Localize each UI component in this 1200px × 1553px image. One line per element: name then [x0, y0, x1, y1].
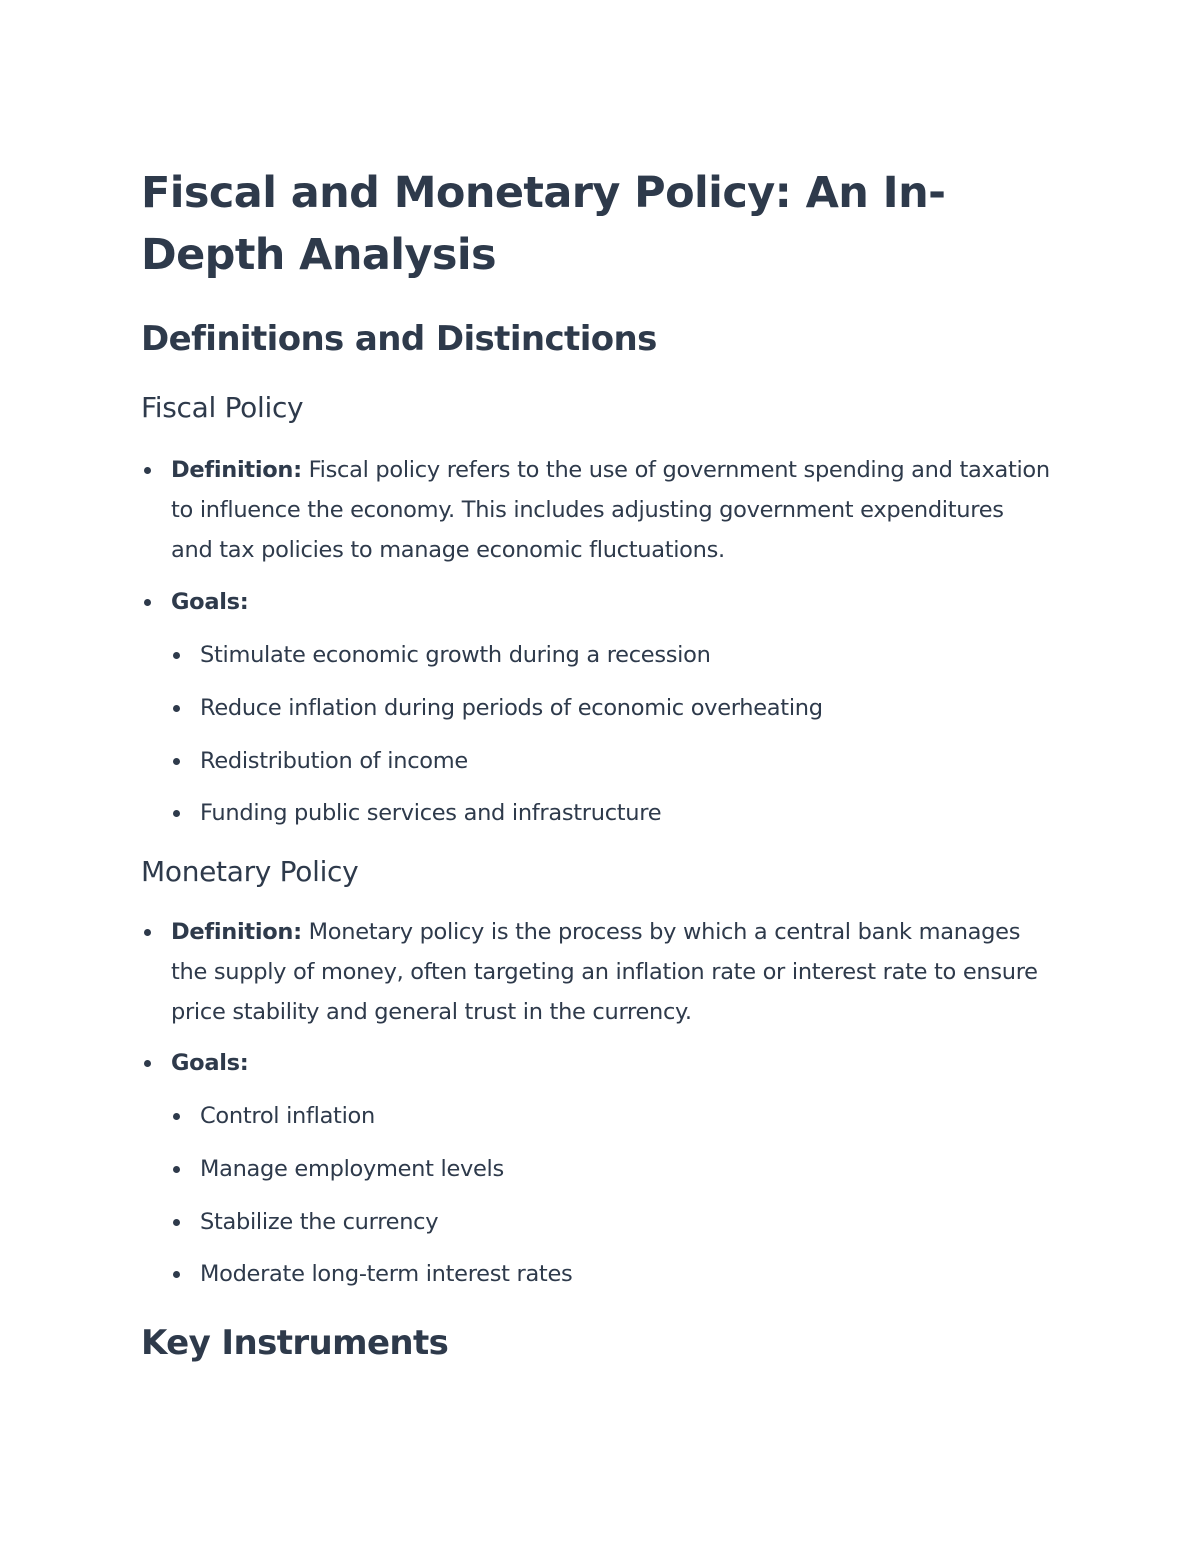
fiscal-goal-text: Stimulate economic growth during a recession — [200, 642, 711, 668]
fiscal-goal-item — [200, 744, 1020, 778]
fiscal-goal-item — [200, 796, 1020, 830]
monetary-goals-item — [171, 1043, 1051, 1083]
monetary-definition-text: Monetary policy is the process by which a central bank manages the supply of money, often targeting an inflation rate or interest rate to ensure price stability and general trust in the currency. — [171, 919, 1038, 1025]
bullet-icon — [173, 1271, 180, 1278]
subsection-heading-fiscal-policy: Fiscal Policy — [141, 391, 304, 424]
monetary-definition-item — [171, 912, 1051, 1032]
fiscal-goal-text: Funding public services and infrastructure — [200, 800, 662, 826]
monetary-goal-text: Control inflation — [200, 1103, 375, 1129]
monetary-definition-label: Definition: — [171, 919, 302, 945]
monetary-goal-item — [200, 1099, 1020, 1133]
fiscal-goals-label: Goals: — [171, 589, 249, 615]
bullet-icon — [173, 1166, 180, 1173]
bullet-icon — [173, 758, 180, 765]
fiscal-definition-item — [171, 450, 1051, 570]
monetary-goal-item — [200, 1205, 1020, 1239]
monetary-goal-text: Manage employment levels — [200, 1156, 504, 1182]
bullet-icon — [144, 599, 151, 606]
subsection-heading-monetary-policy: Monetary Policy — [141, 855, 359, 888]
fiscal-goal-text: Redistribution of income — [200, 748, 468, 774]
fiscal-goal-item — [200, 638, 1020, 672]
bullet-icon — [173, 1113, 180, 1120]
bullet-icon — [173, 1219, 180, 1226]
monetary-goal-text: Moderate long-term interest rates — [200, 1261, 573, 1287]
monetary-goal-item — [200, 1257, 1020, 1291]
fiscal-goal-text: Reduce inflation during periods of economic overheating — [200, 695, 823, 721]
fiscal-definition-text: Fiscal policy refers to the use of government spending and taxation to influence the economy. This includes adjusting government expenditures and tax policies to manage economic fluctuations. — [171, 457, 1050, 563]
bullet-icon — [173, 705, 180, 712]
bullet-icon — [144, 929, 151, 936]
monetary-goals-label: Goals: — [171, 1050, 249, 1076]
fiscal-goal-item — [200, 691, 1020, 725]
monetary-goal-item — [200, 1152, 1020, 1186]
monetary-goal-text: Stabilize the currency — [200, 1209, 439, 1235]
bullet-icon — [144, 467, 151, 474]
document-title: Fiscal and Monetary Policy: An In-Depth Analysis — [141, 168, 946, 280]
bullet-icon — [173, 652, 180, 659]
fiscal-goals-item — [171, 582, 1051, 622]
fiscal-definition-label: Definition: — [171, 457, 302, 483]
bullet-icon — [144, 1060, 151, 1067]
section-heading-key-instruments: Key Instruments — [141, 1323, 449, 1363]
section-heading-definitions: Definitions and Distinctions — [141, 319, 657, 359]
bullet-icon — [173, 810, 180, 817]
